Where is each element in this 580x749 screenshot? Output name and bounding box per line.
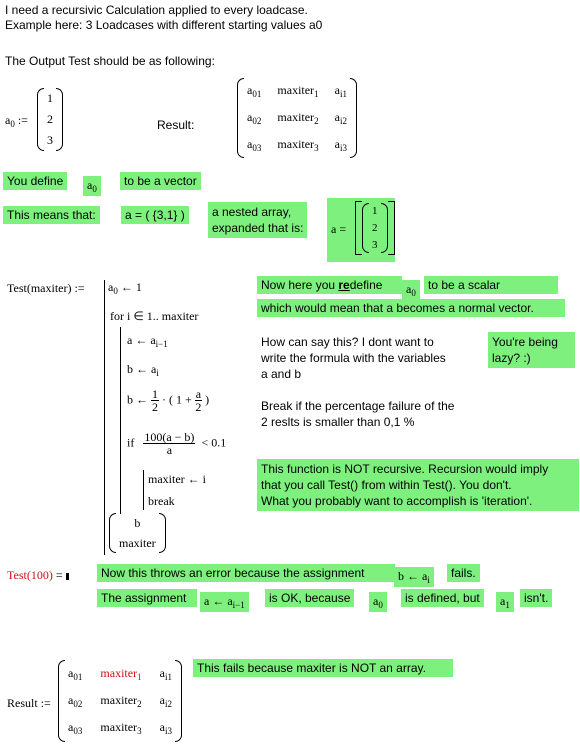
matrix-row: $a_{02}$ maxiter$_2$ $a_{i2}$ xyxy=(247,109,347,126)
matrix-row: $a_{02}$ maxiter$_2$ $a_{i2}$ xyxy=(68,692,172,709)
result-def-matrix[interactable] xyxy=(58,660,182,742)
question-text: How can say this? I dont want to write the formula with the variables a and b xyxy=(261,335,446,381)
matrix-row: $a_{03}$ maxiter$_3$ $a_{i3}$ xyxy=(247,136,347,153)
note-a1-symbol: $a_1$ xyxy=(496,592,514,612)
nested-vector: 1 2 3 xyxy=(355,201,395,255)
matrix-row: $a_{03}$ maxiter$_3$ $a_{i3}$ xyxy=(68,720,172,737)
program-line-a[interactable]: a ← $a_{i-1}$ xyxy=(127,333,168,349)
note-isnt: isn't. xyxy=(520,589,552,607)
note-lazy: You're being lazy? :) xyxy=(488,332,575,368)
note-fails: fails. xyxy=(447,564,480,582)
result-def-label: Result := xyxy=(7,696,51,710)
note-to-be-scalar: to be a scalar xyxy=(424,276,558,294)
note-is-ok: is OK, because xyxy=(265,589,354,607)
note-a0-symbol-3: $a_0$ xyxy=(369,592,387,612)
a0-vector[interactable]: 1 2 3 xyxy=(37,88,63,151)
program-maxiter-line[interactable]: maxiter ← i xyxy=(148,472,206,486)
program-if-line[interactable]: if $\frac{100(a - b)}{a}$ < 0.1 xyxy=(127,430,227,457)
note-a-assignment: a ← $a_{i-1}$ xyxy=(200,592,249,612)
note-expanded-array: a = 1 2 3 xyxy=(327,198,395,262)
test-call[interactable]: Test(100) = xyxy=(7,568,69,583)
note-you-define: You define xyxy=(3,172,67,190)
program-for-line[interactable]: for i ∈ 1.. maxiter xyxy=(110,309,199,323)
program-line-b[interactable]: b ← $a_i$ xyxy=(127,362,159,378)
program-bar-for xyxy=(120,327,121,514)
result-matrix[interactable] xyxy=(237,78,357,158)
note-nested-array: a nested array, expanded that is: xyxy=(208,202,307,238)
note-not-recursive: This function is NOT recursive. Recursion would imply that you call Test() from within Test(). You don't. What you probably want to accomplish is 'iteration'. xyxy=(257,459,579,511)
note-this-means: This means that: xyxy=(3,206,100,224)
result-label: Result: xyxy=(157,118,195,132)
intro-line-3: The Output Test should be as following: xyxy=(5,54,215,68)
note-a0-symbol: $a_0$ xyxy=(83,176,101,196)
note-fails-maxiter: This fails because maxiter is NOT an array. xyxy=(193,659,453,677)
program-return-vector[interactable]: b maxiter xyxy=(109,513,166,553)
program-line-b-formula[interactable]: b ← $\frac{1}{2}$ · ( 1 + $\frac{a}{2}$ ) xyxy=(127,387,210,414)
note-the-assignment: The assignment xyxy=(97,589,197,607)
note-to-be-vector: to be a vector xyxy=(120,172,201,190)
note-a0-symbol-2: $a_0$ xyxy=(402,280,420,300)
break-description: Break if the percentage failure of the 2 reslts is smaller than 0,1 % xyxy=(261,399,455,429)
a0-definition-label: $a_0$ := xyxy=(5,113,28,129)
program-bar-outer xyxy=(104,280,105,555)
matrix-row: $a_{01}$ maxiter$_1$ $a_{i1}$ xyxy=(68,665,172,682)
program-break-line[interactable]: break xyxy=(148,494,175,508)
program-line-a0[interactable]: $a_0$ ← 1 xyxy=(108,280,142,296)
intro-line-2: Example here: 3 Loadcases with different starting values a0 xyxy=(5,18,323,32)
matrix-row: $a_{01}$ maxiter$_1$ $a_{i1}$ xyxy=(247,83,347,100)
note-is-defined: is defined, but xyxy=(401,589,484,607)
program-bar-if xyxy=(143,470,144,510)
note-b-assignment: b ← $a_i$ xyxy=(394,567,434,587)
note-now-here: Now here you redefine xyxy=(257,276,402,294)
note-which-would: which would mean that a becomes a normal vector. xyxy=(257,299,565,317)
program-header: Test(maxiter) := xyxy=(7,281,85,295)
note-throws-error: Now this throws an error because the assignment xyxy=(97,564,395,582)
intro-line-1: I need a recursivic Calculation applied to every loadcase. xyxy=(5,3,308,17)
note-nested-expression: a = ( {3,1} ) xyxy=(121,206,189,224)
